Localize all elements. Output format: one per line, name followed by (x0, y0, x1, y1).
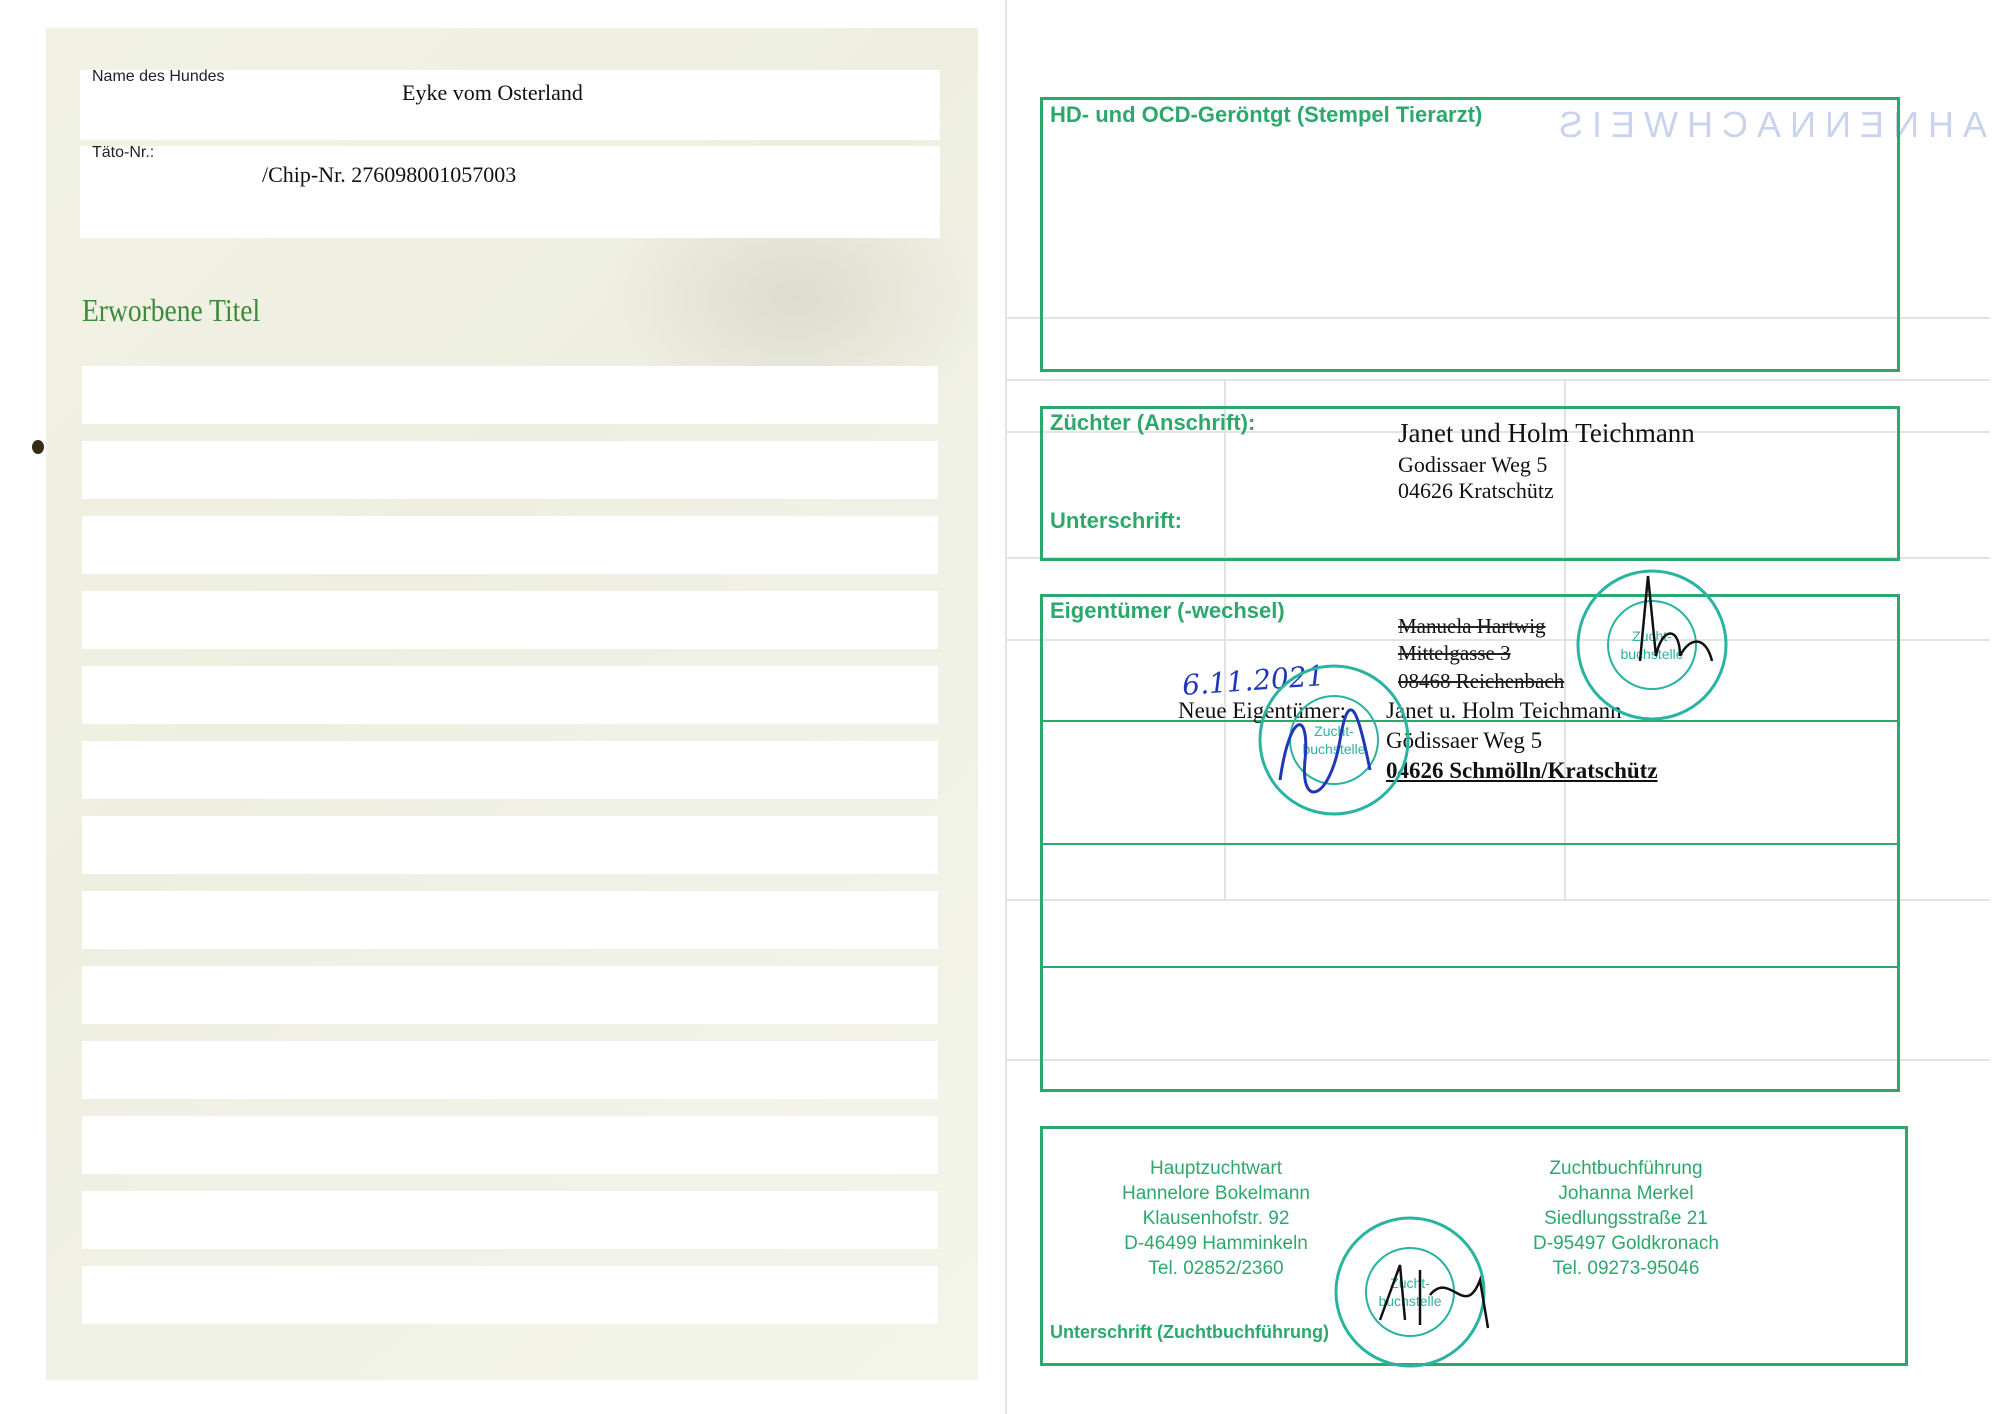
svg-text:buchstelle: buchstelle (1302, 741, 1366, 757)
title-line (82, 966, 938, 1024)
title-line (82, 516, 938, 574)
signature-scribble (1370, 1250, 1500, 1340)
old-owner-street: Mittelgasse 3 (1398, 641, 1511, 665)
breeder-city: 04626 Kratschütz (1398, 478, 1554, 503)
owner-title: Eigentümer (-wechsel) (1050, 598, 1285, 623)
tattoo-label: Täto-Nr.: (92, 144, 155, 161)
right-contact (1486, 1156, 1766, 1281)
svg-text:Zucht-: Zucht- (1314, 723, 1354, 739)
owner-row-divider (1043, 843, 1897, 845)
title-line (82, 1116, 938, 1174)
hd-ocd-box (1040, 97, 1900, 372)
punch-mark (32, 440, 44, 454)
left-contact-city: D-46499 Hamminkeln (1124, 1233, 1308, 1254)
signature-scribble (1270, 700, 1390, 810)
dog-name-value: Eyke vom Osterland (402, 80, 583, 105)
right-contact-phone: Tel. 09273-95046 (1552, 1258, 1700, 1279)
bleed-through-heading: AHNENNACHWEIS (1550, 104, 1988, 145)
chip-number-value: /Chip-Nr. 276098001057003 (262, 162, 517, 187)
right-contact-city: D-95497 Goldkronach (1533, 1233, 1719, 1254)
title-line (82, 666, 938, 724)
breeder-street: Godissaer Weg 5 (1398, 452, 1548, 477)
title-line (82, 441, 938, 499)
new-owner-name: Janet u. Holm Teichmann (1386, 698, 1622, 723)
title-line (82, 891, 938, 949)
left-page (46, 28, 978, 1380)
left-contact-street: Klausenhofstr. 92 (1142, 1208, 1290, 1229)
svg-text:buchstelle: buchstelle (1378, 1293, 1442, 1309)
acquired-titles-lines (82, 366, 938, 1366)
signature-scribble (1620, 566, 1730, 676)
footer-signature-label: Unterschrift (Zuchtbuchführung) (1050, 1322, 1329, 1342)
old-owner-name: Manuela Hartwig (1398, 614, 1546, 638)
title-line (82, 741, 938, 799)
left-contact (1076, 1156, 1356, 1281)
hd-ocd-title: HD- und OCD-Geröntgt (Stempel Tierarzt) (1050, 102, 1483, 127)
left-contact-name: Hannelore Bokelmann (1121, 1183, 1310, 1204)
breeder-title: Züchter (Anschrift): (1050, 410, 1256, 435)
breeder-name: Janet und Holm Teichmann (1398, 418, 1695, 448)
owner-row-divider (1043, 966, 1897, 968)
title-line (82, 591, 938, 649)
breeder-signature-label: Unterschrift: (1050, 508, 1183, 533)
title-line (82, 366, 938, 424)
svg-text:Zucht-: Zucht- (1390, 1275, 1430, 1291)
new-owner-street: Gödissaer Weg 5 (1386, 728, 1543, 753)
title-line (82, 1041, 938, 1099)
left-contact-role: Hauptzuchtwart (1149, 1158, 1282, 1179)
right-contact-role: Zuchtbuchführung (1549, 1158, 1703, 1179)
old-owner-city: 08468 Reichenbach (1398, 669, 1565, 693)
svg-text:Zucht-: Zucht- (1632, 628, 1672, 644)
right-contact-street: Siedlungsstraße 21 (1544, 1208, 1708, 1229)
title-line (82, 1266, 938, 1324)
tattoo-chip-field (80, 146, 940, 238)
acquired-titles-heading: Erworbene Titel (82, 292, 261, 328)
left-contact-phone: Tel. 02852/2360 (1148, 1258, 1284, 1279)
handwritten-date: 6.11.2021 (1181, 659, 1326, 702)
title-line (82, 1191, 938, 1249)
new-owner-city: 04626 Schmölln/Kratschütz (1386, 758, 1658, 783)
title-line (82, 816, 938, 874)
dog-name-label: Name des Hundes (92, 68, 225, 85)
svg-text:buchstelle: buchstelle (1620, 646, 1684, 662)
right-contact-name: Johanna Merkel (1558, 1183, 1694, 1204)
new-owner-label: Neue Eigentümer: (1178, 698, 1346, 723)
